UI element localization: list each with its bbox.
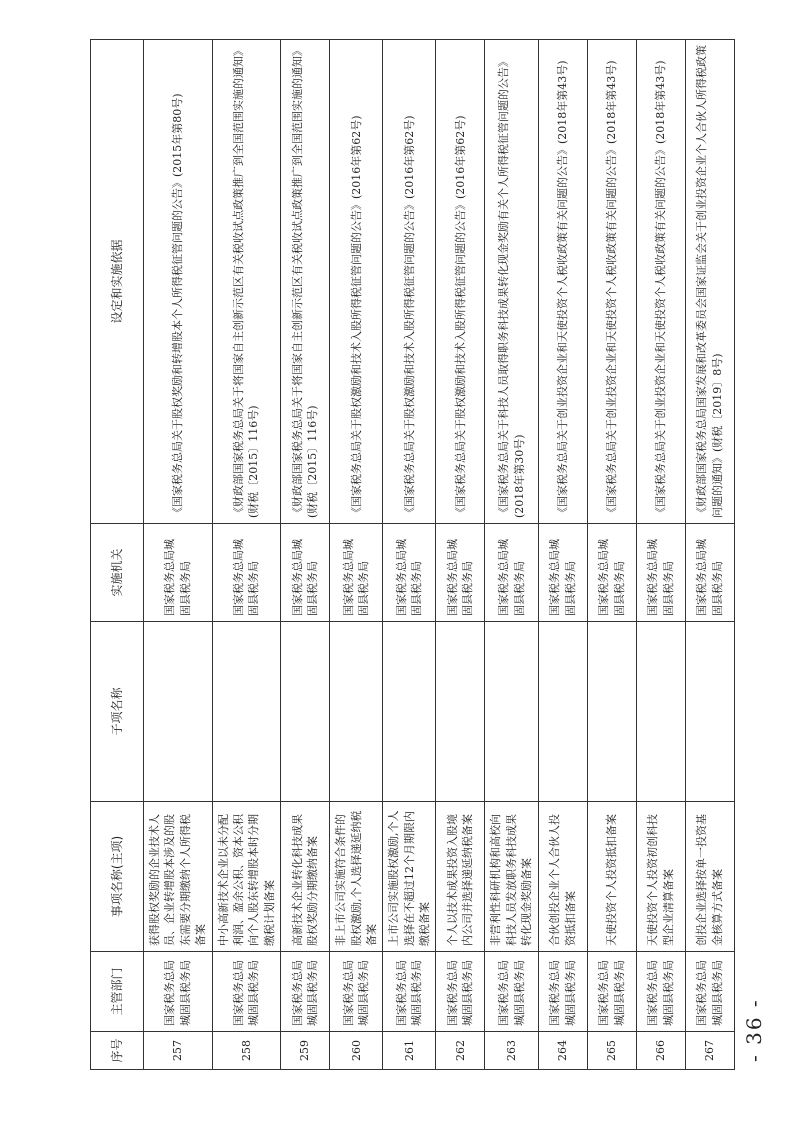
- row-number: 259: [281, 1032, 330, 1070]
- row-legal-basis: 《国家税务总局关于创业投资企业和天使投资个人税收政策有关问题的公告》(2018年第43号): [587, 40, 636, 524]
- row-number: 260: [330, 1032, 383, 1070]
- row-department: 国家税务总局城固县税务局: [330, 952, 383, 1032]
- row-sub-item: [538, 622, 587, 802]
- row-implementing-agency: 国家税务总局城固县税务局: [281, 524, 330, 622]
- header-item: 事项名称(主项): [91, 802, 144, 952]
- page-number: - 36 -: [742, 998, 766, 1062]
- row-sub-item: [685, 622, 734, 802]
- row-item-name: 天使投资个人投资初创科技型企业清算备案: [636, 802, 685, 952]
- row-department: 国家税务总局城固县税务局: [636, 952, 685, 1032]
- header-no: 序号: [91, 1032, 144, 1070]
- row-sub-item: [144, 622, 213, 802]
- table-row: [383, 40, 436, 1070]
- row-item-name: 非上市公司实施符合条件的股权激励,个人选择递延纳税备案: [330, 802, 383, 952]
- row-item-name: 获得股权奖励的企业技术人员、企业转增股本涉及的股东需要分期缴纳个人所得税备案: [144, 802, 213, 952]
- row-implementing-agency: 国家税务总局城固县税务局: [636, 524, 685, 622]
- row-implementing-agency: 国家税务总局城固县税务局: [144, 524, 213, 622]
- row-legal-basis: 《国家税务总局关于创业投资企业和天使投资个人税收政策有关问题的公告》(2018年第43号): [636, 40, 685, 524]
- row-department: 国家税务总局城固县税务局: [281, 952, 330, 1032]
- table-body: [144, 40, 735, 1070]
- row-legal-basis: 《财政部国家税务总局国家发展和改革委员会国家证监会关于创业投资企业个人合伙人所得税政策问题的通知》(财税〔2019〕8号): [685, 40, 734, 524]
- row-department: 国家税务总局城固县税务局: [587, 952, 636, 1032]
- row-implementing-agency: 国家税务总局城固县税务局: [383, 524, 436, 622]
- row-item-name: 非营利性科研机构和高校向科技人员发放职务科技成果转化现金奖励备案: [485, 802, 538, 952]
- table-row: [685, 40, 734, 1070]
- row-sub-item: [587, 622, 636, 802]
- table-row: [485, 40, 538, 1070]
- table-row: [144, 40, 213, 1070]
- row-item-name: 高新技术企业转化科技成果股权奖励分期缴纳备案: [281, 802, 330, 952]
- row-sub-item: [436, 622, 485, 802]
- row-department: 国家税务总局城固县税务局: [538, 952, 587, 1032]
- header-basis: 设定和实施依据: [91, 40, 144, 524]
- row-item-name: 中小高新技术企业以未分配利润、盈余公积、资本公积向个人股东转增股本时分期缴税计划备案: [212, 802, 281, 952]
- header-dept: 主管部门: [91, 952, 144, 1032]
- row-department: 国家税务总局城固县税务局: [212, 952, 281, 1032]
- table-row: [436, 40, 485, 1070]
- row-legal-basis: 《财政部国家税务总局关于将国家自主创新示范区有关税收试点政策推广到全国范围实施的通知》(财税〔2015〕116号): [212, 40, 281, 524]
- row-sub-item: [212, 622, 281, 802]
- row-item-name: 合伙创投企业个人合伙人投资抵扣备案: [538, 802, 587, 952]
- row-legal-basis: 《国家税务总局关于股权激励和技术入股所得税征管问题的公告》(2016年第62号): [436, 40, 485, 524]
- row-item-name: 个人以技术成果投资入股境内公司并选择递延纳税备案: [436, 802, 485, 952]
- row-department: 国家税务总局城固县税务局: [485, 952, 538, 1032]
- row-department: 国家税务总局城固县税务局: [436, 952, 485, 1032]
- table-row: [538, 40, 587, 1070]
- row-number: 264: [538, 1032, 587, 1070]
- row-sub-item: [485, 622, 538, 802]
- row-number: 261: [383, 1032, 436, 1070]
- row-legal-basis: 《国家税务总局关于科技人员取得职务科技成果转化现金奖励有关个人所得税征管问题的公告》(2018年第30号): [485, 40, 538, 524]
- table-row: [330, 40, 383, 1070]
- row-item-name: 创投企业选择按单一投资基金核算方式备案: [685, 802, 734, 952]
- row-department: 国家税务总局城固县税务局: [383, 952, 436, 1032]
- table-row: [636, 40, 685, 1070]
- row-implementing-agency: 国家税务总局城固县税务局: [587, 524, 636, 622]
- row-sub-item: [281, 622, 330, 802]
- table-row: [587, 40, 636, 1070]
- row-implementing-agency: 国家税务总局城固县税务局: [538, 524, 587, 622]
- row-number: 263: [485, 1032, 538, 1070]
- row-number: 265: [587, 1032, 636, 1070]
- row-implementing-agency: 国家税务总局城固县税务局: [330, 524, 383, 622]
- header-org: 实施机关: [91, 524, 144, 622]
- row-implementing-agency: 国家税务总局城固县税务局: [685, 524, 734, 622]
- items-table: [90, 39, 735, 1070]
- row-legal-basis: 《国家税务总局关于股权奖励和转增股本个人所得税征管问题的公告》(2015年第80号): [144, 40, 213, 524]
- row-number: 267: [685, 1032, 734, 1070]
- row-item-name: 天使投资个人投资抵扣备案: [587, 802, 636, 952]
- table-header-row: [91, 40, 144, 1070]
- row-number: 258: [212, 1032, 281, 1070]
- header-sub: 子项名称: [91, 622, 144, 802]
- row-sub-item: [330, 622, 383, 802]
- row-department: 国家税务总局城固县税务局: [144, 952, 213, 1032]
- row-implementing-agency: 国家税务总局城固县税务局: [436, 524, 485, 622]
- row-number: 257: [144, 1032, 213, 1070]
- row-implementing-agency: 国家税务总局城固县税务局: [212, 524, 281, 622]
- row-sub-item: [383, 622, 436, 802]
- row-implementing-agency: 国家税务总局城固县税务局: [485, 524, 538, 622]
- row-legal-basis: 《国家税务总局关于股权激励和技术入股所得税征管问题的公告》(2016年第62号): [383, 40, 436, 524]
- row-item-name: 上市公司实施股权激励,个人选择在不超过12个月期限内缴税备案: [383, 802, 436, 952]
- row-legal-basis: 《国家税务总局关于创业投资企业和天使投资个人税收政策有关问题的公告》(2018年第43号): [538, 40, 587, 524]
- row-department: 国家税务总局城固县税务局: [685, 952, 734, 1032]
- row-legal-basis: 《财政部国家税务总局关于将国家自主创新示范区有关税收试点政策推广到全国范围实施的通知》(财税〔2015〕116号): [281, 40, 330, 524]
- table-row: [281, 40, 330, 1070]
- row-number: 262: [436, 1032, 485, 1070]
- table-row: [212, 40, 281, 1070]
- row-sub-item: [636, 622, 685, 802]
- row-legal-basis: 《国家税务总局关于股权激励和技术入股所得税征管问题的公告》(2016年第62号): [330, 40, 383, 524]
- row-number: 266: [636, 1032, 685, 1070]
